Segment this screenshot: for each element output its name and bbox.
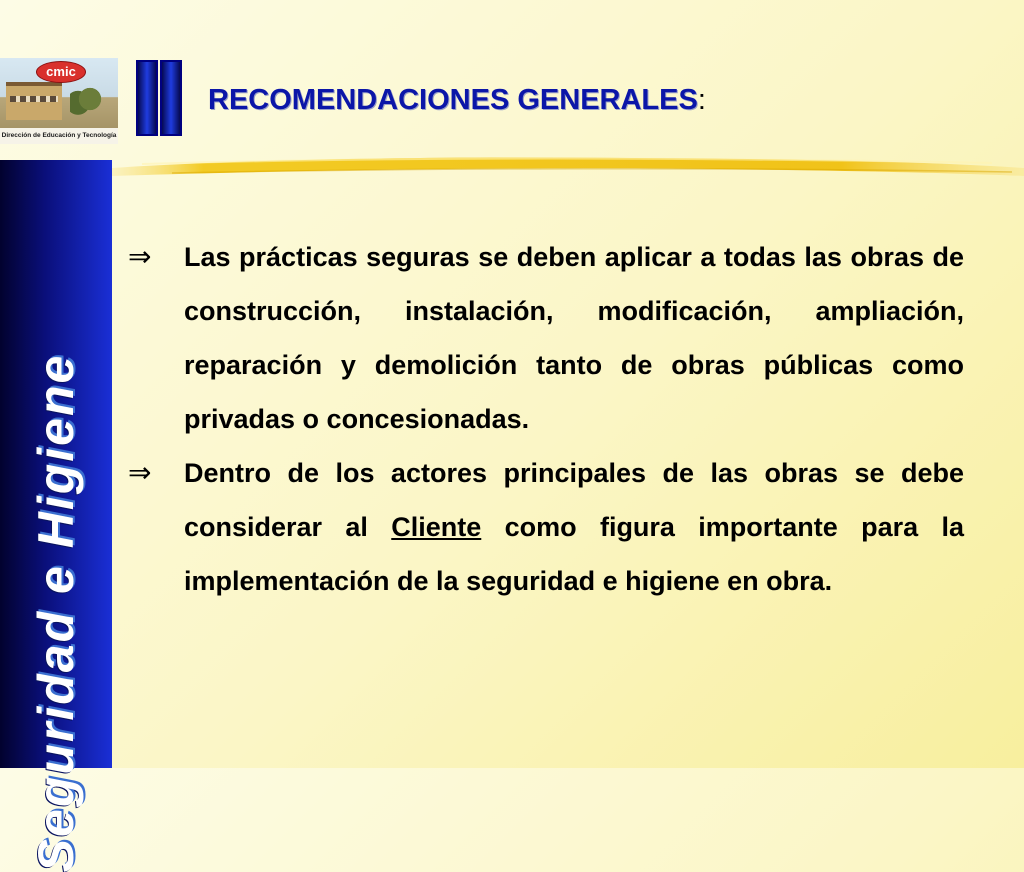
double-arrow-icon: ⇒ (128, 240, 152, 273)
slide-title-colon: : (697, 84, 706, 116)
slide-title-text: RECOMENDACIONES GENERALES (208, 84, 698, 116)
bullet-text: Las prácticas seguras se deben aplicar a todas las obras de construcción, instalación, modificación, ampliación, reparación y demolición tanto de obras públicas como privadas o concesionadas. (184, 242, 964, 434)
decorative-bar-right (160, 60, 182, 136)
building-image (6, 82, 62, 120)
slide-title (208, 84, 706, 117)
logo-caption: Dirección de Educación y Tecnología (0, 128, 118, 144)
double-arrow-icon: ⇒ (128, 456, 152, 489)
cmic-logo (0, 58, 118, 144)
brush-stroke-divider (112, 146, 1024, 186)
bullet-item (128, 446, 964, 608)
bullet-text-before: Dentro de los actores principales de las obras se debe considerar al (184, 458, 964, 542)
content-body (128, 230, 964, 608)
highlighted-term: Cliente (391, 512, 482, 542)
sidebar-label: Seguridad e Higiene (28, 353, 84, 872)
cmic-badge: cmic (36, 61, 86, 83)
sidebar-banner (0, 160, 112, 872)
bullet-text-after: como figura importante para la implementación de la seguridad e higiene en obra. (184, 512, 964, 596)
tree-image (70, 80, 110, 118)
decorative-bar-left (136, 60, 158, 136)
bullet-item (128, 230, 964, 446)
